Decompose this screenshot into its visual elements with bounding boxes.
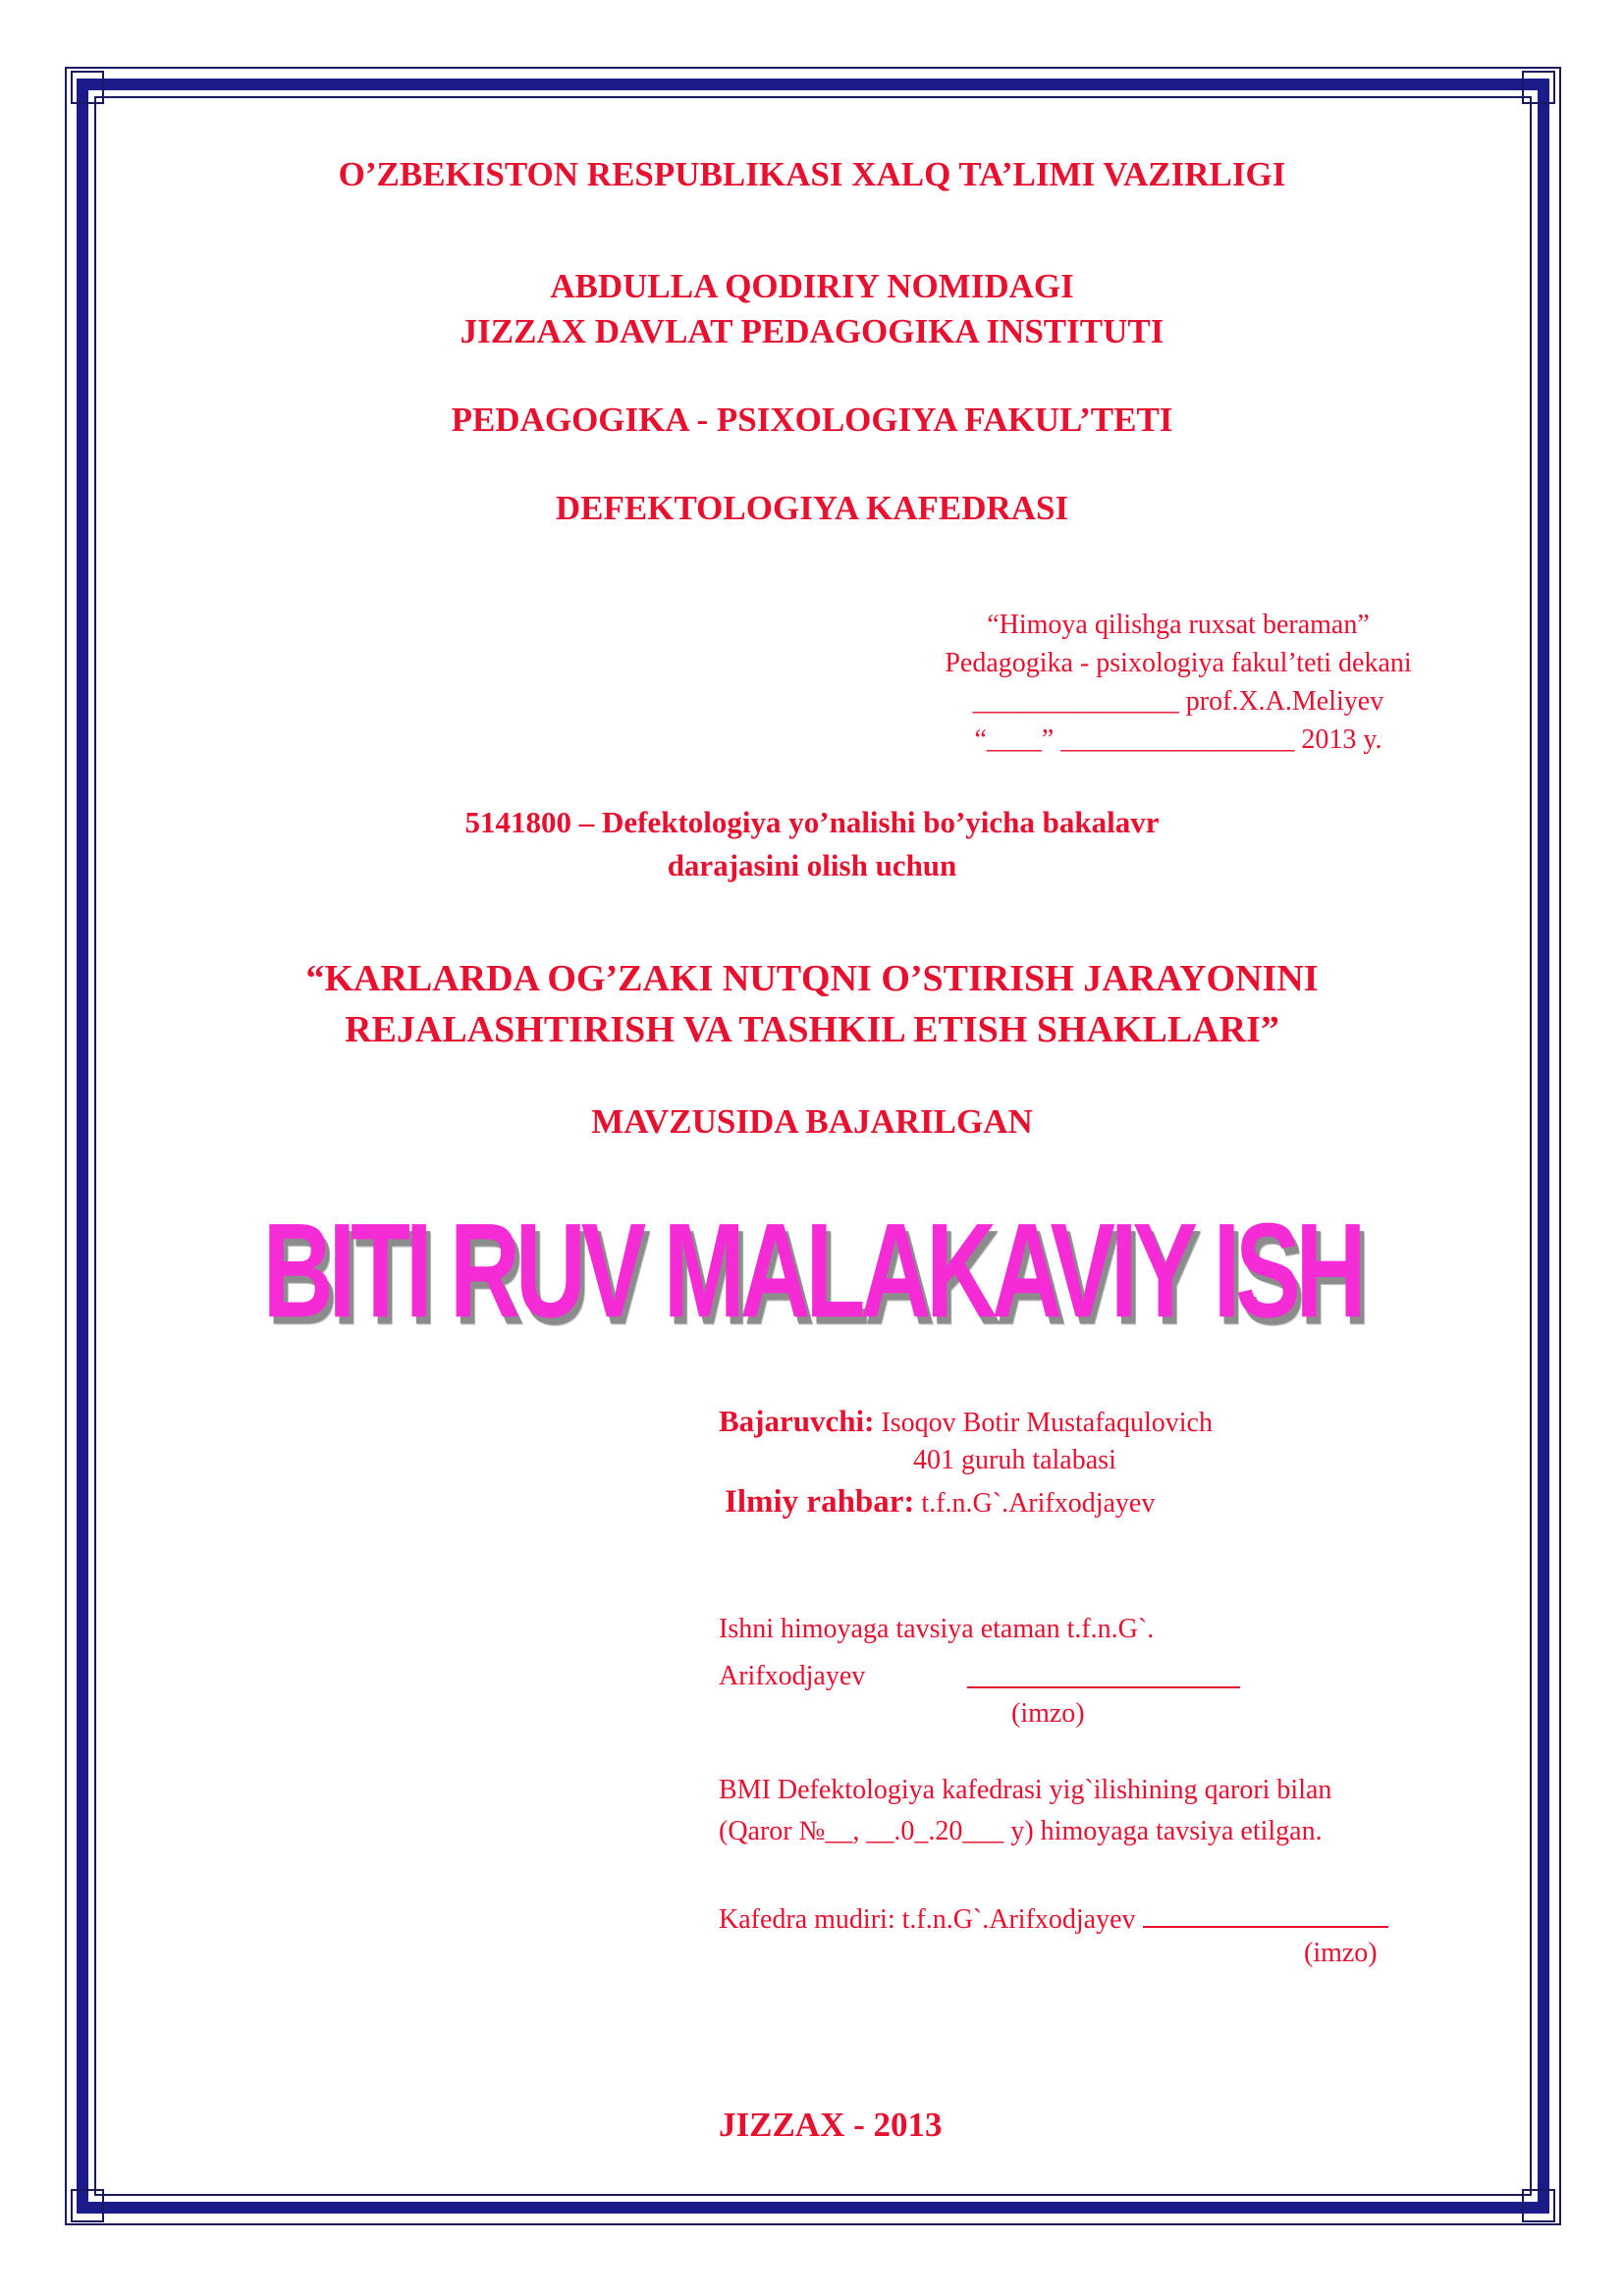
approval-line-3: _______________ prof.X.A.Meliyev: [972, 686, 1384, 717]
corner-ornament: [71, 2189, 104, 2222]
approval-block: [864, 606, 1492, 759]
institute-line-2: JIZZAX DAVLAT PEDAGOGIKA INSTITUTI: [460, 312, 1164, 350]
degree-line-1: 5141800 – Defektologiya yo’nalishi bo’yicha bakalavr: [464, 805, 1160, 839]
degree-line-2: darajasini olish uchun: [667, 848, 957, 882]
performer-label: Bajaruvchi:: [719, 1404, 875, 1438]
approval-line-4: “____” _________________ 2013 y.: [974, 724, 1382, 755]
performer-block: [719, 1402, 1213, 1443]
approval-line-2: Pedagogika - psixologiya fakul’teti dekani: [945, 648, 1412, 678]
head-signature-label: (imzo): [1304, 1938, 1378, 1968]
institute-line-1: ABDULLA QODIRIY NOMIDAGI: [550, 267, 1074, 305]
department-heading: DEFEKTOLOGIYA KAFEDRASI: [555, 489, 1069, 527]
decision-line-1: BMI Defektologiya kafedrasi yig`ilishining qarori bilan: [719, 1775, 1332, 1805]
ministry-heading: O’ZBEKISTON RESPUBLIKASI XALQ TA’LIMI VAZIRLIGI: [338, 155, 1286, 193]
main-title: BITI RUV MALAKAVIY ISH: [262, 1195, 1362, 1346]
head-text: Kafedra mudiri: t.f.n.G`.Arifxodjayev: [719, 1904, 1143, 1935]
approval-line-1: “Himoya qilishga ruxsat beraman”: [987, 610, 1370, 640]
performer-group: 401 guruh talabasi: [913, 1445, 1116, 1475]
decision-line-2: (Qaror №__, __.0_.20___ y) himoyaga tavsiya etilgan.: [719, 1816, 1323, 1846]
supervisor-name: t.f.n.G`.Arifxodjayev: [914, 1488, 1156, 1519]
corner-ornament: [1522, 71, 1555, 104]
head-line: [719, 1896, 1388, 1940]
supervisor-label: Ilmiy rahbar:: [725, 1484, 915, 1520]
city-year: JIZZAX - 2013: [719, 2106, 943, 2144]
topic-line-3: MAVZUSIDA BAJARILGAN: [591, 1102, 1033, 1141]
performer-name: Isoqov Botir Mustafaqulovich: [874, 1408, 1213, 1438]
topic-line-1: “KARLARDA OG’ZAKI NUTQNI O’STIRISH JARAYONINI: [305, 958, 1319, 999]
corner-ornament: [71, 71, 104, 104]
corner-ornament: [1522, 2189, 1555, 2222]
head-signature-line: [1143, 1896, 1388, 1928]
supervisor-block: [725, 1482, 1155, 1523]
faculty-heading: PEDAGOGIKA - PSIXOLOGIYA FAKUL’TETI: [451, 400, 1173, 439]
recommendation-line-1: Ishni himoyaga tavsiya etaman t.f.n.G`.: [719, 1614, 1155, 1644]
recommendation-line-2: Arifxodjayev: [719, 1661, 866, 1691]
signature-line: [967, 1686, 1240, 1688]
signature-label: (imzo): [1011, 1698, 1085, 1729]
topic-line-2: REJALASHTIRISH VA TASHKIL ETISH SHAKLLARI”: [345, 1009, 1279, 1050]
